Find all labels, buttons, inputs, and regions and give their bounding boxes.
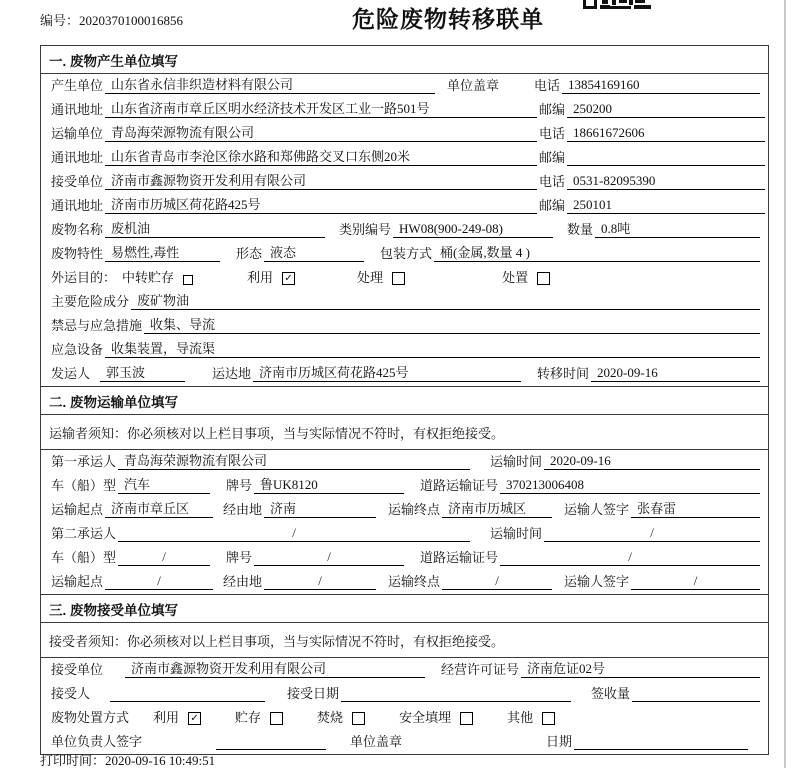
- receive-notice: 接受者须知：你必须核对以上栏目事项，当与实际情况不符时，有权拒绝接受。: [41, 623, 768, 658]
- page-edge-line: [784, 0, 786, 768]
- section-transport-header: 二. 废物运输单位填写: [41, 387, 768, 415]
- route1-via-value: 济南: [264, 498, 376, 518]
- receive-unit-label: 接受单位: [51, 174, 104, 189]
- first-carrier-value: 青岛海荣源物流有限公司: [118, 450, 470, 470]
- first-carrier-label: 第一承运人: [51, 454, 117, 469]
- receive-unit-value: 济南市鑫源物资开发利用有限公司: [105, 170, 537, 190]
- row-receive-unit: [41, 170, 768, 194]
- print-time-value: 2020-09-16 10:49:51: [105, 753, 216, 768]
- seal-date-value: [574, 734, 748, 750]
- purpose-option-treat: [355, 267, 405, 286]
- route2-end-label: 运输终点: [388, 574, 441, 589]
- row-waste-props: [41, 242, 768, 266]
- row-waste-name: [41, 218, 768, 242]
- row-receive-company: [41, 658, 768, 682]
- purpose-label: 外运目的：: [51, 270, 117, 285]
- checkbox-disposal-landfill-unchecked: [460, 712, 473, 725]
- purpose-option-use: [245, 267, 295, 286]
- row-dispatcher: [41, 362, 768, 386]
- route2-via-value: /: [264, 573, 376, 590]
- hazard-label: 主要危险成分: [51, 294, 130, 309]
- row-hazard-component: [41, 290, 768, 314]
- acceptor-label: 接受人: [51, 686, 91, 701]
- row-transfer-purpose: [41, 266, 768, 290]
- row-first-carrier: [41, 450, 768, 474]
- waste-pack-value: 桶(金属,数量 4 ): [434, 242, 760, 262]
- disposal-other-label: 其他: [507, 710, 534, 725]
- serial-number: 2020370100016856: [79, 13, 184, 28]
- section-producer: [41, 46, 768, 386]
- emergency-equipment-value: 收集装置，导流渠: [105, 338, 760, 358]
- receive-company-label: 接受单位: [51, 662, 104, 677]
- disposal-landfill-label: 安全填埋: [399, 710, 452, 725]
- row-transport-unit: [41, 122, 768, 146]
- waste-props-label: 废物特性: [51, 246, 104, 261]
- disposal-option-incinerate: [315, 707, 365, 726]
- responsible-sign-label: 单位负责人签字: [51, 734, 143, 749]
- page-title: 危险废物转移联单: [352, 6, 544, 32]
- vehicle1-plate-value: 鲁UK8120: [254, 474, 404, 494]
- qr-code-fragment: [583, 0, 651, 9]
- row-second-carrier: [41, 522, 768, 546]
- receive-zip-value: 250101: [567, 197, 765, 214]
- checkbox-disposal-store-unchecked: [270, 712, 283, 725]
- waste-name-value: 废机油: [105, 218, 325, 238]
- waste-form-value: 液态: [264, 242, 364, 262]
- transport-phone-label: 电话: [539, 126, 566, 141]
- second-carrier-label: 第二承运人: [51, 526, 117, 541]
- document-serial: [40, 10, 183, 29]
- vehicle1-type-value: 汽车: [118, 474, 210, 494]
- serial-label: 编号：: [40, 13, 80, 28]
- checkbox-disposal-use-checked: [188, 712, 201, 725]
- dispatcher-value: 郭玉波: [100, 362, 185, 382]
- row-emergency-measures: [41, 314, 768, 338]
- vehicle2-permit-value: /: [500, 549, 760, 566]
- route2-start-value: /: [105, 573, 213, 590]
- route2-end-value: /: [442, 573, 552, 590]
- row-producer-unit: [41, 74, 768, 98]
- row-producer-address: [41, 98, 768, 122]
- route1-sign-label: 运输人签字: [564, 502, 630, 517]
- transport-time2-value: /: [544, 525, 760, 542]
- receive-phone-label: 电话: [539, 174, 566, 189]
- section-receive: [41, 594, 768, 754]
- route1-end-value: 济南市历城区: [442, 498, 552, 518]
- section-transport: [41, 386, 768, 594]
- waste-qty-label: 数量: [567, 222, 594, 237]
- purpose-dispose-label: 处置: [502, 270, 529, 285]
- seal-date-label: 日期: [546, 734, 573, 749]
- accept-date-label: 接受日期: [287, 686, 340, 701]
- transport-time2-label: 运输时间: [490, 526, 543, 541]
- emergency-measures-value: 收集、导流: [144, 314, 760, 334]
- sign-qty-label: 签收量: [591, 686, 631, 701]
- responsible-sign-value: [216, 734, 326, 750]
- row-vehicle2: [41, 546, 768, 570]
- receive-address-value: 济南市历城区荷花路425号: [105, 194, 537, 214]
- checkbox-dispose-unchecked: [537, 272, 550, 285]
- route2-sign-label: 运输人签字: [564, 574, 630, 589]
- row-transport-address: [41, 146, 768, 170]
- checkbox-disposal-incinerate-unchecked: [352, 712, 365, 725]
- emergency-measures-label: 禁忌与应急措施: [51, 318, 143, 333]
- transport-unit-value: 青岛海荣源物流有限公司: [105, 122, 537, 142]
- receive-phone-value: 0531-82095390: [567, 173, 765, 190]
- producer-phone-value: 13854169160: [562, 77, 760, 94]
- purpose-option-storage: [120, 267, 193, 286]
- disposal-use-label: 利用: [153, 710, 180, 725]
- row-receive-address: [41, 194, 768, 218]
- row-route2: [41, 570, 768, 594]
- unit-seal-label: 单位盖章: [447, 78, 500, 93]
- checkbox-use-mark: ✓: [284, 273, 293, 284]
- transport-address-label: 通讯地址: [51, 150, 104, 165]
- row-vehicle1: [41, 474, 768, 498]
- dispatcher-label: 发运人: [51, 366, 91, 381]
- transport-time1-label: 运输时间: [490, 454, 543, 469]
- purpose-use-label: 利用: [247, 270, 274, 285]
- route2-via-label: 经由地: [223, 574, 263, 589]
- license-label: 经营许可证号: [441, 662, 520, 677]
- route1-sign-value: 张春雷: [631, 498, 760, 518]
- disposal-incinerate-label: 焚烧: [317, 710, 344, 725]
- transport-unit-label: 运输单位: [51, 126, 104, 141]
- checkbox-treat-unchecked: [392, 272, 405, 285]
- producer-zip-label: 邮编: [539, 102, 566, 117]
- route1-end-label: 运输终点: [388, 502, 441, 517]
- row-emergency-equipment: [41, 338, 768, 362]
- disposal-option-other: [505, 707, 555, 726]
- emergency-equipment-label: 应急设备: [51, 342, 104, 357]
- waste-pack-label: 包装方式: [380, 246, 433, 261]
- license-value: 济南危证02号: [521, 658, 760, 678]
- vehicle1-plate-label: 牌号: [226, 478, 253, 493]
- transport-address-value: 山东省青岛市李沧区徐水路和郑佛路交叉口东侧20米: [105, 146, 537, 166]
- section-producer-header: 一. 废物产生单位填写: [41, 46, 768, 74]
- producer-zip-value: 250200: [567, 101, 765, 118]
- receive-address-label: 通讯地址: [51, 198, 104, 213]
- unit-seal2-label: 单位盖章: [350, 734, 403, 749]
- vehicle1-type-label: 车（船）型: [51, 478, 117, 493]
- checkbox-storage-unchecked: [183, 275, 193, 285]
- receive-zip-label: 邮编: [539, 198, 566, 213]
- disposal-option-store: [233, 707, 283, 726]
- disposal-label: 废物处置方式: [51, 710, 130, 725]
- row-disposal-method: [41, 706, 768, 730]
- transport-zip-value: [567, 150, 765, 166]
- waste-props-value: 易燃性,毒性: [105, 242, 220, 262]
- purpose-storage-label: 中转贮存: [122, 270, 175, 285]
- receive-company-value: 济南市鑫源物资开发利用有限公司: [125, 658, 425, 678]
- producer-address-label: 通讯地址: [51, 102, 104, 117]
- print-time: [40, 750, 215, 769]
- producer-phone-label: 电话: [533, 78, 560, 93]
- disposal-option-landfill: [397, 707, 473, 726]
- route2-sign-value: /: [631, 573, 760, 590]
- waste-qty-value: 0.8吨: [595, 218, 760, 238]
- disposal-store-label: 贮存: [235, 710, 262, 725]
- waste-name-label: 废物名称: [51, 222, 104, 237]
- checkbox-disposal-other-unchecked: [542, 712, 555, 725]
- waste-form-label: 形态: [236, 246, 263, 261]
- destination-value: 济南市历城区荷花路425号: [253, 362, 521, 382]
- hazard-value: 废矿物油: [131, 290, 760, 310]
- vehicle1-permit-value: 370213006408: [500, 477, 760, 494]
- waste-code-value: HW08(900-249-08): [393, 221, 553, 238]
- row-acceptor: [41, 682, 768, 706]
- manifest-table: [40, 45, 769, 755]
- transport-zip-label: 邮编: [539, 150, 566, 165]
- row-route1: [41, 498, 768, 522]
- vehicle2-type-value: /: [118, 549, 210, 566]
- second-carrier-value: /: [118, 525, 470, 542]
- route1-start-value: 济南市章丘区: [105, 498, 213, 518]
- purpose-option-dispose: [500, 267, 550, 286]
- transport-time1-value: 2020-09-16: [544, 453, 760, 470]
- checkbox-use-checked: [282, 272, 295, 285]
- disposal-option-use: [151, 707, 201, 726]
- producer-unit-value: 山东省永信非织造材料有限公司: [105, 74, 435, 94]
- producer-address-value: 山东省济南市章丘区明水经济技术开发区工业一路501号: [105, 98, 537, 118]
- destination-label: 运达地: [212, 366, 252, 381]
- route2-start-label: 运输起点: [51, 574, 104, 589]
- accept-date-value: [341, 686, 571, 702]
- vehicle2-plate-label: 牌号: [226, 550, 253, 565]
- route1-start-label: 运输起点: [51, 502, 104, 517]
- print-time-label: 打印时间：: [40, 753, 106, 768]
- sign-qty-value: [632, 686, 760, 702]
- vehicle1-permit-label: 道路运输证号: [420, 478, 499, 493]
- route1-via-label: 经由地: [223, 502, 263, 517]
- transport-notice: 运输者须知：你必须核对以上栏目事项，当与实际情况不符时，有权拒绝接受。: [41, 415, 768, 450]
- acceptor-value: [110, 686, 265, 702]
- transport-phone-value: 18661672606: [567, 125, 765, 142]
- purpose-treat-label: 处理: [357, 270, 384, 285]
- vehicle2-type-label: 车（船）型: [51, 550, 117, 565]
- producer-unit-label: 产生单位: [51, 78, 104, 93]
- vehicle2-plate-value: /: [254, 549, 404, 566]
- checkbox-disposal-use-mark: ✓: [190, 713, 199, 724]
- transfer-time-label: 转移时间: [537, 366, 590, 381]
- transfer-time-value: 2020-09-16: [591, 365, 760, 382]
- vehicle2-permit-label: 道路运输证号: [420, 550, 499, 565]
- waste-code-label: 类别编号: [339, 222, 392, 237]
- section-receive-header: 三. 废物接受单位填写: [41, 595, 768, 623]
